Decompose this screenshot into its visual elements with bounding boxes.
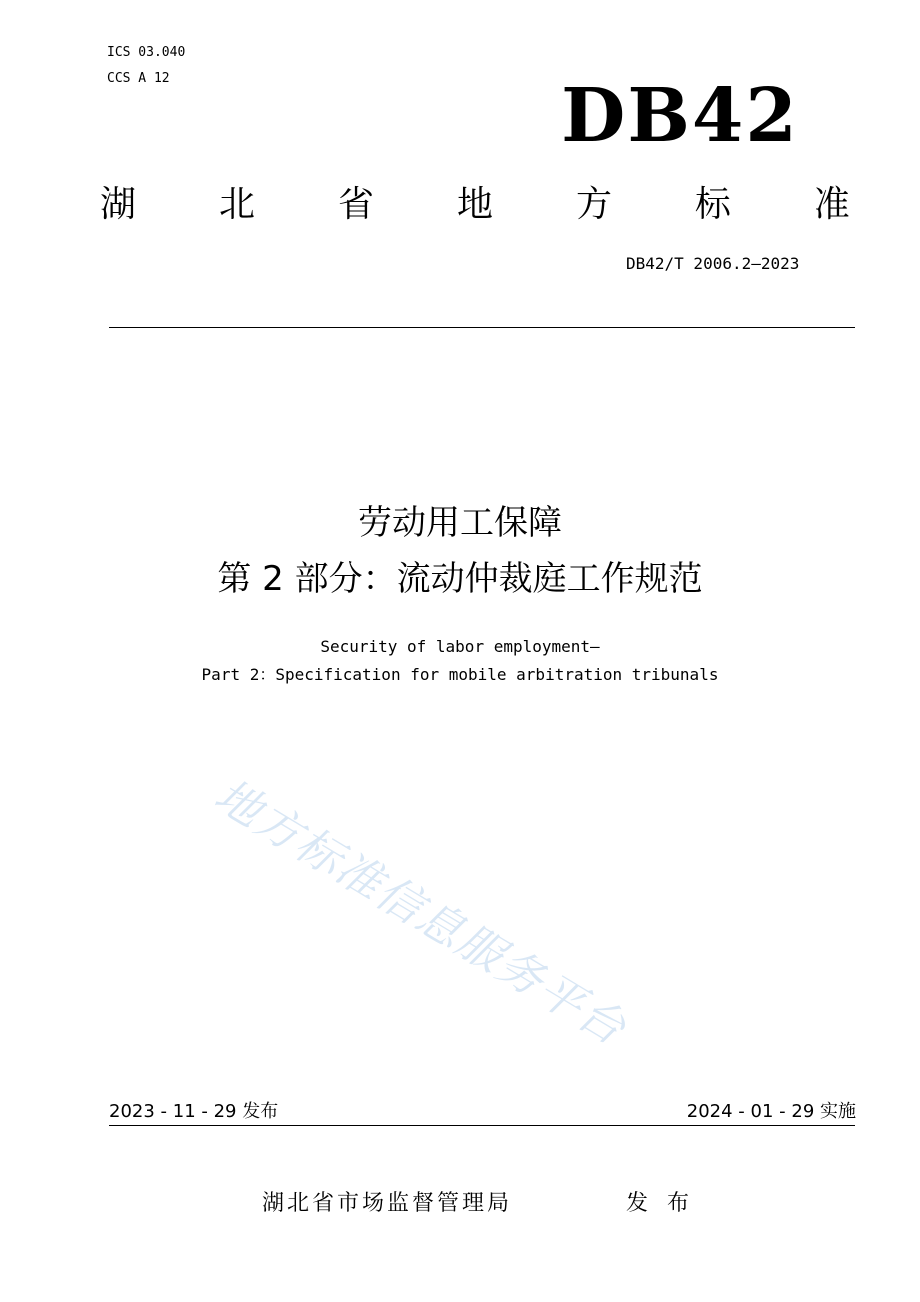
ics-code: ICS 03.040 [107, 45, 186, 60]
issue-date: 2023 - 11 - 29 发布 [109, 1101, 279, 1122]
standard-type-char: 地 [456, 183, 493, 225]
standard-type-char: 省 [337, 183, 374, 225]
implementation-date: 2024 - 01 - 29 实施 [686, 1101, 856, 1122]
watermark: 地方标准信息服务平台 [205, 768, 636, 1056]
publisher-name: 湖北省市场监督管理局 [262, 1191, 513, 1216]
publish-label: 发 布 [626, 1191, 695, 1216]
standard-type-char: 标 [694, 183, 731, 225]
standard-type-heading [100, 176, 850, 226]
title-chinese-line-1: 劳动用工保障 [358, 503, 562, 543]
title-english-line-2: Part 2：Specification for mobile arbitration tribunals [201, 665, 719, 684]
standard-type-char: 准 [813, 183, 850, 225]
standard-type-char: 北 [218, 183, 255, 225]
ccs-code: CCS A 12 [107, 71, 170, 86]
standard-type-char: 湖 [100, 183, 137, 225]
db-code-mark: DB42 [561, 73, 799, 159]
title-chinese-line-2: 第 2 部分：流动仲裁庭工作规范 [217, 559, 703, 599]
standard-type-char: 方 [575, 183, 612, 225]
standard-number: DB42/T 2006.2—2023 [626, 254, 800, 273]
top-divider [109, 327, 855, 328]
title-english-line-1: Security of labor employment— [320, 637, 600, 656]
bottom-divider [109, 1125, 855, 1126]
